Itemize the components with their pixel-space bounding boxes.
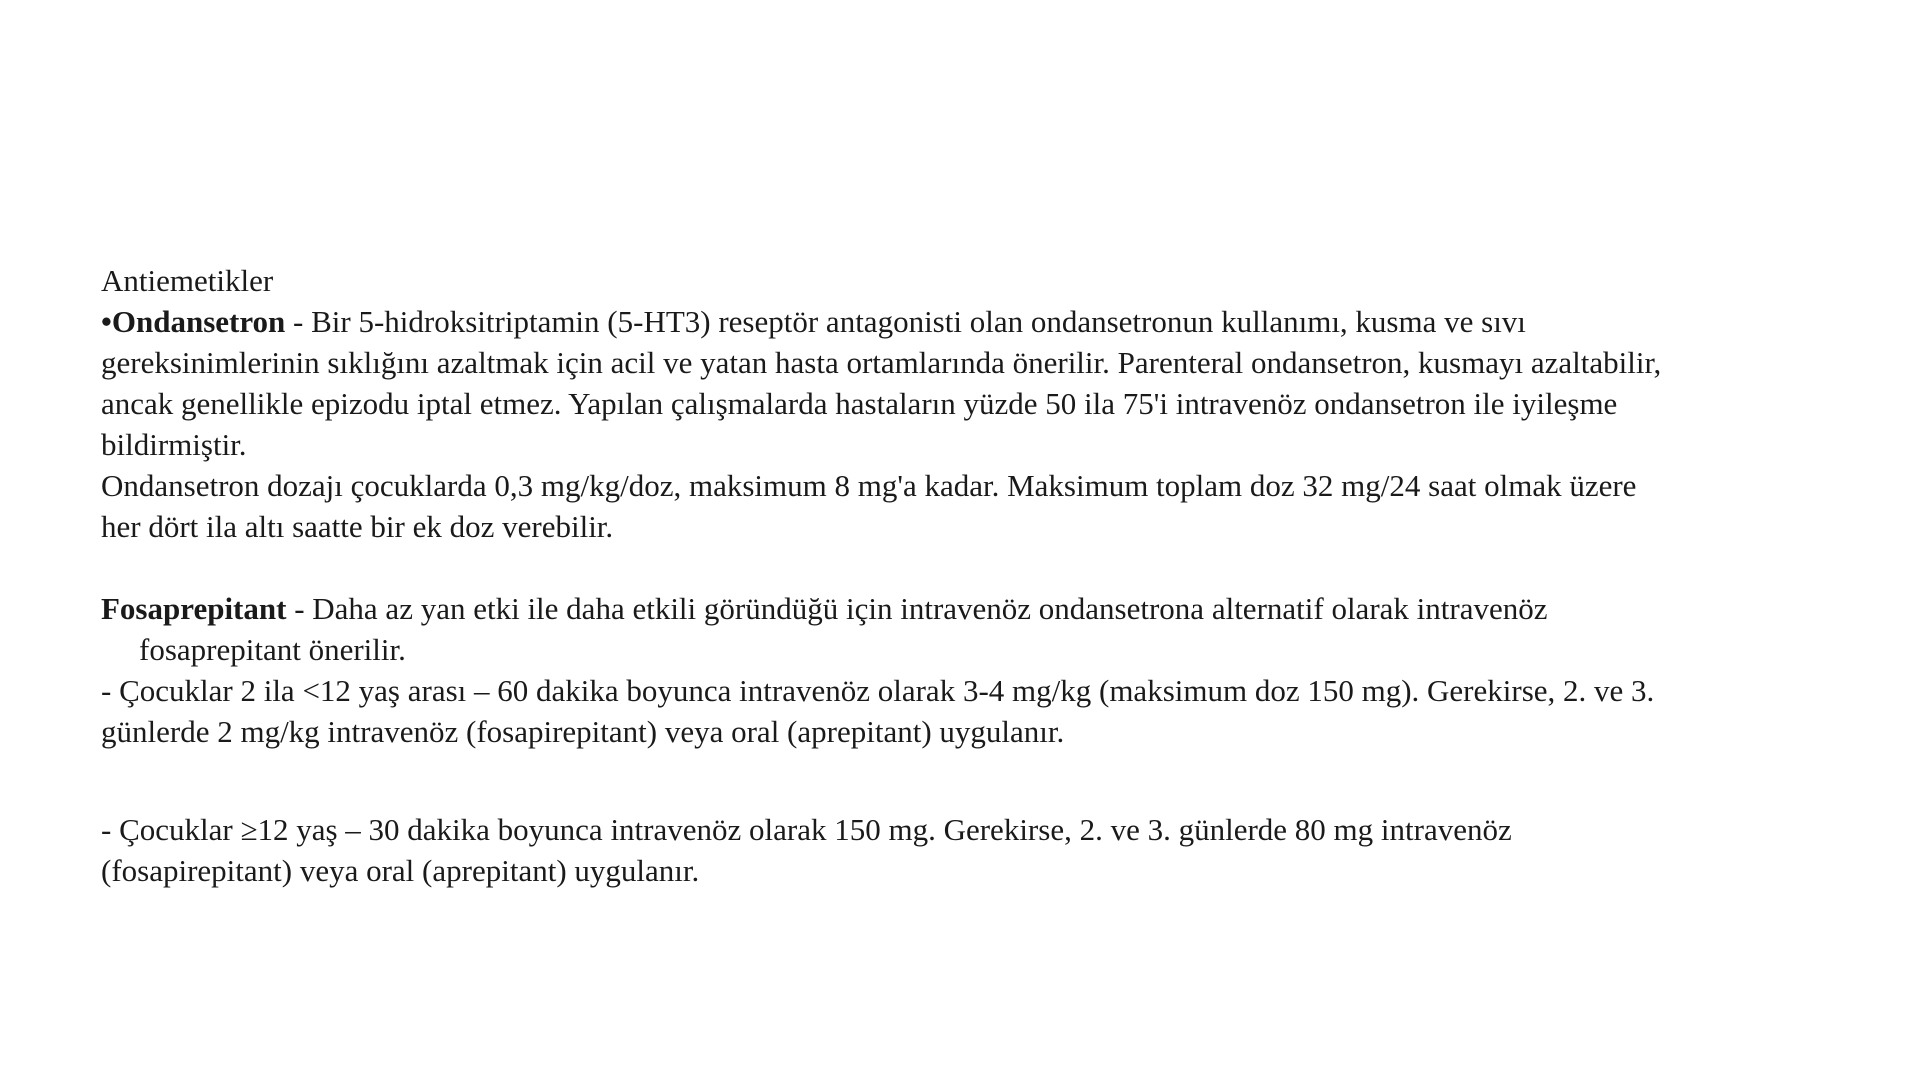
ondansetron-text: - Bir 5-hidroksitriptamin (5-HT3) reseptör antagonisti olan ondansetronun kullanımı, kusma ve sıvı xyxy=(285,304,1526,339)
fosaprepitant-text: - Daha az yan etki ile daha etkili göründüğü için intravenöz ondansetrona alternatif olarak intravenöz xyxy=(286,591,1548,626)
ondansetron-line-3: ancak genellikle epizodu iptal etmez. Yapılan çalışmalarda hastaların yüzde 50 ila 75'i intravenöz ondansetron ile iyileşme xyxy=(101,386,1618,421)
child-12-plus-line-1: - Çocuklar ≥12 yaş – 30 dakika boyunca intravenöz olarak 150 mg. Gerekirse, 2. ve 3. günlerde 80 mg intravenöz xyxy=(101,812,1512,847)
ondansetron-dose-line-1: Ondansetron dozajı çocuklarda 0,3 mg/kg/doz, maksimum 8 mg'a kadar. Maksimum toplam doz 32 mg/24 saat olmak üzere xyxy=(101,468,1637,503)
ondansetron-dose-line-2: her dört ila altı saatte bir ek doz verebilir. xyxy=(101,509,614,544)
ondansetron-line-1 xyxy=(101,301,1861,342)
child-2-12-line-1: - Çocuklar 2 ila <12 yaş arası – 60 dakika boyunca intravenöz olarak 3-4 mg/kg (maksimum doz 150 mg). Gerekirse, 2. ve 3. xyxy=(101,673,1655,708)
spacer xyxy=(101,752,1861,809)
ondansetron-title: Ondansetron xyxy=(111,304,286,339)
fosaprepitant-line-2: fosaprepitant önerilir. xyxy=(139,632,406,667)
bullet: • xyxy=(101,304,112,339)
child-12-plus-line-2: (fosapirepitant) veya oral (aprepitant) uygulanır. xyxy=(101,853,700,888)
spacer xyxy=(101,547,1861,588)
document-body xyxy=(101,260,1861,891)
ondansetron-line-2: gereksinimlerinin sıklığını azaltmak için acil ve yatan hasta ortamlarında önerilir. Parenteral ondansetron, kusmayı azaltabilir, xyxy=(101,345,1662,380)
fosaprepitant-title: Fosaprepitant xyxy=(101,591,287,626)
fosaprepitant-line-1 xyxy=(101,588,1861,629)
child-2-12-line-2: günlerde 2 mg/kg intravenöz (fosapirepitant) veya oral (aprepitant) uygulanır. xyxy=(101,714,1065,749)
section-heading: Antiemetikler xyxy=(101,263,274,298)
ondansetron-line-4: bildirmiştir. xyxy=(101,427,247,462)
